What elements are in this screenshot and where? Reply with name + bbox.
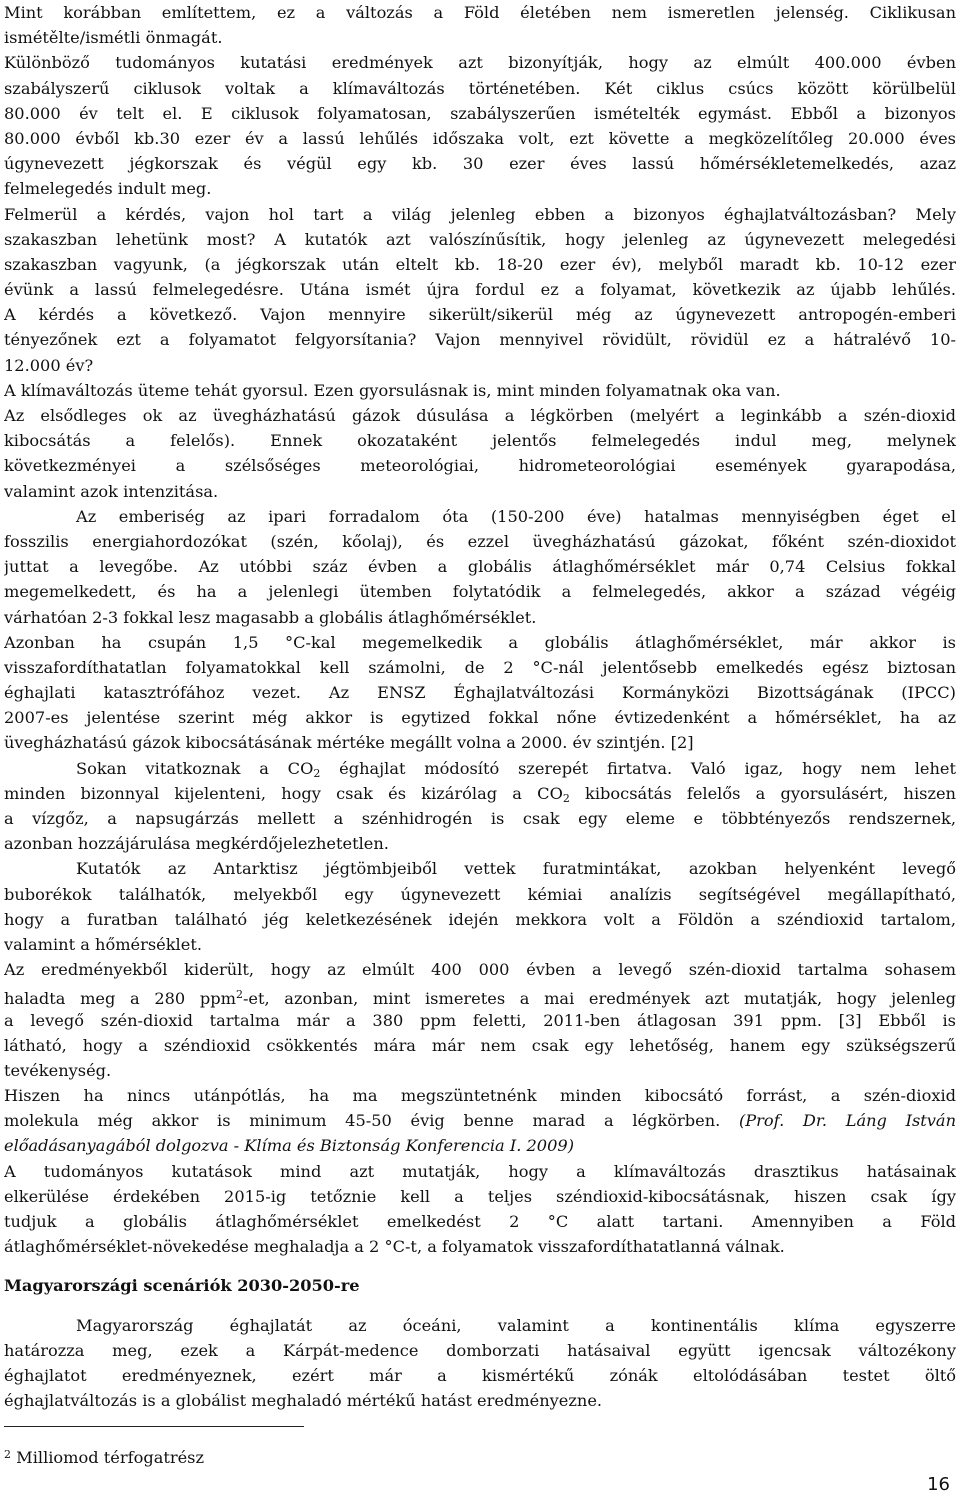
source-citation: előadásanyagából dolgozva - Klíma és Biztonság Konferencia I. 2009) — [4, 1136, 575, 1156]
footnote — [4, 1442, 204, 1470]
text-line: hogy a furatban található jég keletkezésének idején mekkora volt a Földön a széndioxid tartalom, — [4, 909, 956, 929]
text-line: Különböző tudományos kutatási eredmények azt bizonyítják, hogy az elmúlt 400.000 évben — [4, 53, 956, 73]
text-line: 80.000 év telt el. E ciklusok folyamatosan, szabályszerűen ismételték egymást. Ebből a bizonyos — [4, 103, 956, 123]
text-line: éghajlati katasztrófához vezet. Az ENSZ Éghajlatváltozási Kormányközi Bizottságának (IPCC) — [4, 683, 956, 703]
footnote-divider — [4, 1426, 304, 1427]
text-fragment: kibocsátás felelős a gyorsulásért, hiszen — [569, 783, 956, 803]
text-line: Az eredményekből kiderült, hogy az elmúlt 400 000 évben a levegő szén-dioxid tartalma sohasem — [4, 960, 956, 980]
text-fragment: éghajlat módosító szerepét firtatva. Való igaz, hogy nem lehet — [320, 758, 956, 778]
text-line: szakaszban vagyunk, (a jégkorszak után eltelt kb. 18-20 ezer év), melyből maradt kb. 10-12 ezer — [4, 254, 956, 274]
text-line: elkerülése érdekében 2015-ig tetőznie kell a teljes széndioxid-kibocsátásnak, hiszen csak így — [4, 1186, 956, 1206]
text-line: azonban hozzájárulása megkérdőjelezhetetlen. — [4, 834, 389, 854]
text-line: várhatóan 2-3 fokkal lesz magasabb a globális átlaghőmérséklet. — [4, 607, 537, 627]
text-line: szakaszban lehetünk most? A kutatók azt valószínűsítik, hogy jelenleg az úgynevezett melegedési — [4, 229, 956, 249]
text-line: üvegházhatású gázok kibocsátásának mértéke megállt volna a 2000. év szintjén. [2] — [4, 733, 694, 753]
text-line: tényezőnek ezt a folyamatot felgyorsítania? Vajon mennyivel rövidült, rövidül ez a hátralévő 10- — [4, 330, 956, 350]
text-line: a vízgőz, a napsugárzás mellett a szénhidrogén is csak egy eleme e többtényezős rendszernek, — [4, 809, 956, 828]
source-citation: (Prof. Dr. Láng István — [738, 1111, 956, 1131]
text-line: Az emberiség az ipari forradalom óta (150-200 éve) hatalmas mennyiségben éget el — [76, 506, 956, 526]
ppm-line — [4, 982, 956, 1007]
text-line: 12.000 év? — [4, 355, 94, 375]
text-line: Az elsődleges ok az üvegházhatású gázok dúsulása a légkörben (melyért a leginkább a szén-dioxid — [4, 406, 956, 425]
text-fragment: -et, azonban, mint ismeretes a mai eredmények azt mutatják, hogy jelenleg — [242, 989, 956, 1008]
text-line: éghajlatváltozás is a globálist meghaladó mértékű hatást eredményezne. — [4, 1391, 603, 1411]
body-text — [4, 0, 956, 1413]
text-line: Hiszen ha nincs utánpótlás, ha ma megszüntetnénk minden kibocsátó forrást, a szén-dioxid — [4, 1086, 956, 1106]
text-line: Magyarország éghajlatát az óceáni, valamint a kontinentális klíma egyszerre — [76, 1315, 956, 1335]
text-fragment: molekula még akkor is minimum 45-50 évig benne marad a légkörben. — [4, 1111, 739, 1131]
footnote-text: Milliomod térfogatrész — [11, 1448, 205, 1467]
page-number: 16 — [927, 1474, 950, 1495]
subscript: 2 — [313, 766, 321, 780]
text-line: Kutatók az Antarktisz jégtömbjeiből vettek furatmintákat, azokban helyenként levegő — [76, 859, 956, 879]
text-line: éghajlatot eredményeznek, ezért már a kismértékű zónák eltolódásában testet öltő — [4, 1365, 956, 1385]
text-line: fosszilis energiahordozókat (szén, kőolaj), és ezzel üvegházhatású gázokat, főként szén-dioxidot — [4, 531, 956, 551]
text-line: tevékenység. — [4, 1060, 112, 1080]
text-line: A klímaváltozás üteme tehát gyorsul. Ezen gyorsulásnak is, mint minden folyamatnak oka van. — [4, 380, 781, 400]
text-line: valamint a hőmérséklet. — [4, 934, 202, 954]
text-fragment: haladta meg a 280 ppm — [4, 989, 236, 1008]
text-line: kibocsátás a felelős). Ennek okozataként jelentős felmelegedés indul meg, melynek — [4, 431, 956, 451]
text-line: úgynevezett jégkorszak és végül egy kb. 30 ezer éves lassú hőmérsékletemelkedés, azaz — [4, 154, 956, 174]
text-line: Felmerül a kérdés, vajon hol tart a világ jelenleg ebben a bizonyos éghajlatváltozásban? Mely — [4, 204, 956, 224]
text-line: szabályszerű ciklusok voltak a klímaváltozás történetében. Két ciklus csúcs között körülbelül — [4, 78, 956, 98]
text-line: következményei a szélsőséges meteorológiai, hidrometeorológiai események gyarapodása, — [4, 456, 956, 476]
section-heading: Magyarországi scenáriók 2030-2050-re — [4, 1276, 360, 1296]
text-line: felmelegedés indult meg. — [4, 179, 212, 199]
text-line: A kérdés a következő. Vajon mennyire sikerült/sikerül még az úgynevezett antropogén-emberi — [4, 305, 956, 325]
text-line: határozza meg, ezek a Kárpát-medence domborzati hatásaival együtt igencsak változékony — [4, 1340, 956, 1360]
text-line: látható, hogy a széndioxid csökkentés mára már nem csak egy lehetőség, hanem egy szükségszerű — [4, 1035, 956, 1055]
text-line: visszafordíthatatlan folyamatokkal kell számolni, de 2 °C-nál jelentősebb emelkedés egész biztosan — [4, 657, 956, 677]
text-line: 2007-es jelentése szerint még akkor is egytized fokkal nőne évtizedenként a hőmérséklet, ha az — [4, 708, 956, 728]
text-line: ismétělte/ismétli önmagát. — [4, 28, 223, 48]
footnote-mark: 2 — [4, 1448, 11, 1461]
spacer — [4, 1259, 956, 1269]
footnote-reference[interactable]: 2 — [235, 988, 243, 1002]
text-fragment: minden bizonnyal kijelenteni, hogy csak és kizárólag a CO — [4, 783, 563, 803]
text-line: átlaghőmérséklet-növekedése meghaladja a 2 °C-t, a folyamatok visszafordíthatatlanná válnak. — [4, 1237, 785, 1257]
text-line: évünk a lassú felmelegedésre. Utána ismét újra fordul ez a folyamat, következik az újabb lehűlés. — [4, 280, 956, 300]
text-line: megemelkedett, és ha a jelenlegi ütemben folytatódik a felmelegedés, akkor a század végéig — [4, 582, 956, 602]
text-line: tudjuk a globális átlaghőmérséklet emelkedést 2 °C alatt tartani. Amennyiben a Föld — [4, 1212, 956, 1231]
co2-line — [4, 756, 956, 781]
text-line: a levegő szén-dioxid tartalma már a 380 ppm feletti, 2011-ben átlagosan 391 ppm. [3] Ebből is — [4, 1010, 956, 1030]
text-line: Mint korábban említettem, ez a változás a Föld életében nem ismeretlen jelenség. Ciklikusan — [4, 3, 956, 22]
text-line: A tudományos kutatások mind azt mutatják, hogy a klímaváltozás drasztikus hatásainak — [4, 1161, 956, 1181]
text-line: 80.000 évből kb.30 ezer év a lassú lehűlés időszaka volt, ezt követte a megközelítőleg 20.000 éves — [4, 128, 956, 148]
text-line: valamint azok intenzitása. — [4, 481, 219, 501]
subscript: 2 — [562, 791, 570, 805]
spacer — [4, 1303, 956, 1313]
text-line: buborékok találhatók, melyekből egy úgynevezett kémiai analízis segítségével megállapítható, — [4, 884, 956, 904]
text-line: juttat a levegőbe. Az utóbbi száz évben a globális átlaghőmérséklet már 0,74 Celsius fokkal — [4, 557, 956, 577]
co2-line — [4, 781, 956, 806]
text-fragment: Sokan vitatkoznak a CO — [76, 758, 314, 778]
source-line — [4, 1108, 956, 1133]
text-line: Azonban ha csupán 1,5 °C-kal megemelkedik a globális átlaghőmérséklet, már akkor is — [4, 632, 956, 652]
